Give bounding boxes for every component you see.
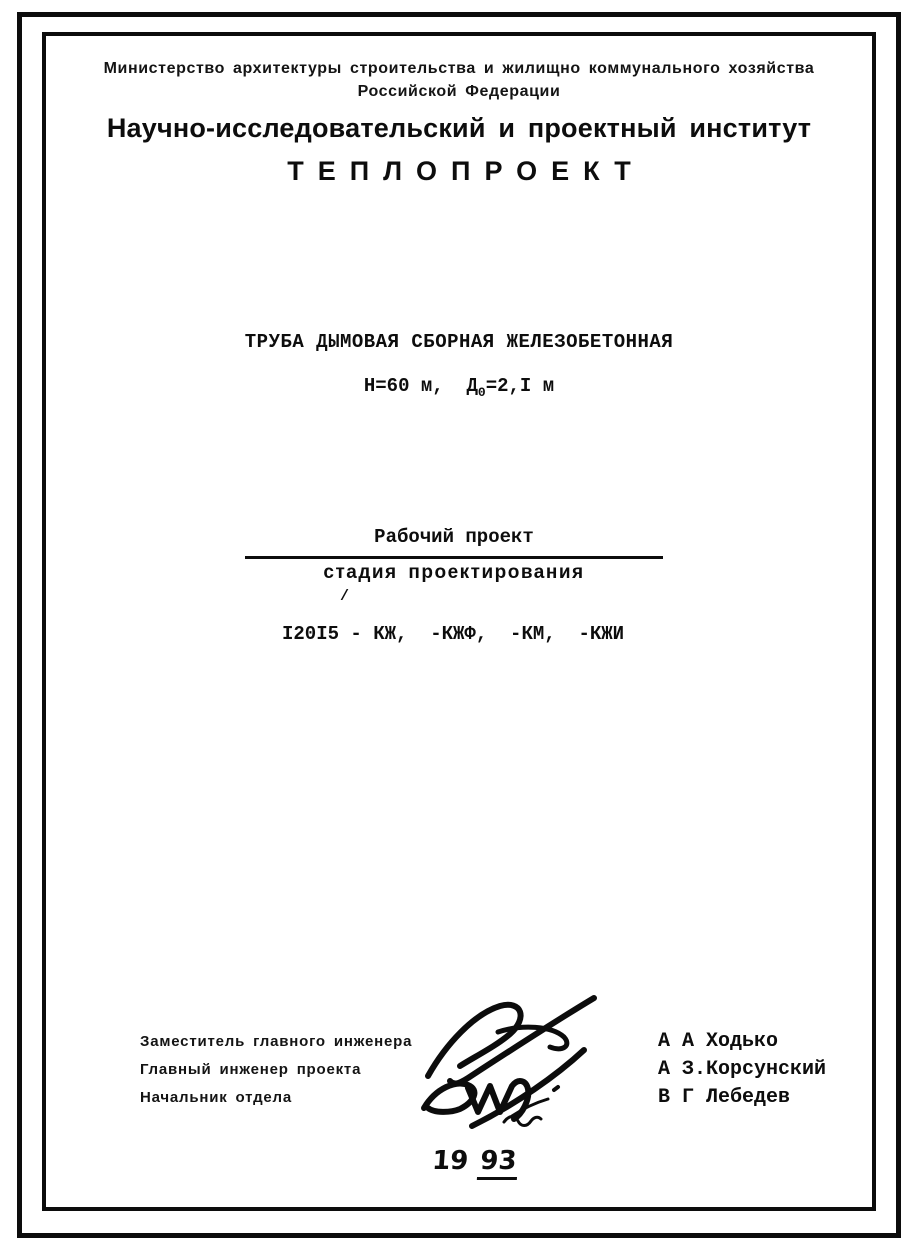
- ministry-line-2: Российской Федерации: [357, 83, 561, 100]
- signature-scrawl: [412, 990, 612, 1135]
- name-khodko: А А Ходько: [658, 1030, 779, 1053]
- signatory-roles: [140, 1028, 412, 1112]
- role-deputy-chief-engineer: Заместитель главного инженера: [140, 1033, 413, 1050]
- institute-name: ТЕПЛОПРОЕКТ: [287, 156, 645, 186]
- dimension-diameter-subscript: 0: [477, 385, 486, 400]
- signature-ink-icon: [412, 990, 612, 1135]
- project-code: I20I5 - КЖ, -КЖФ, -КМ, -КЖИ: [282, 623, 625, 645]
- institute-type: Научно-исследовательский и проектный институт: [106, 113, 812, 143]
- dimension-diameter-value: =2,I м: [485, 375, 555, 397]
- name-lebedev: В Г Лебедев: [658, 1086, 791, 1109]
- dimensions-line: [0, 375, 918, 400]
- name-korsunsky: А З.Корсунский: [658, 1058, 827, 1081]
- year-handwritten: 93: [477, 1146, 520, 1180]
- stray-typewriter-mark: /: [340, 588, 350, 605]
- role-department-head: Начальник отдела: [140, 1089, 293, 1106]
- year-line: [431, 1146, 520, 1180]
- year-printed: 19: [431, 1146, 470, 1176]
- stage-label: стадия проектирования: [323, 562, 585, 583]
- ministry-line-1: Министерство архитектуры строительства и жилищно коммунального хозяйства: [103, 60, 815, 77]
- signatory-names: [658, 1028, 826, 1112]
- stage-value: Рабочий проект: [374, 526, 534, 548]
- document-title: ТРУБА ДЫМОВАЯ СБОРНАЯ ЖЕЛЕЗОБЕТОННАЯ: [244, 331, 674, 353]
- role-chief-project-engineer: Главный инженер проекта: [140, 1061, 362, 1078]
- dimension-height: Н=60 м,: [363, 375, 467, 397]
- stage-divider-line: [245, 556, 663, 559]
- dimension-diameter-symbol: Д: [466, 375, 478, 397]
